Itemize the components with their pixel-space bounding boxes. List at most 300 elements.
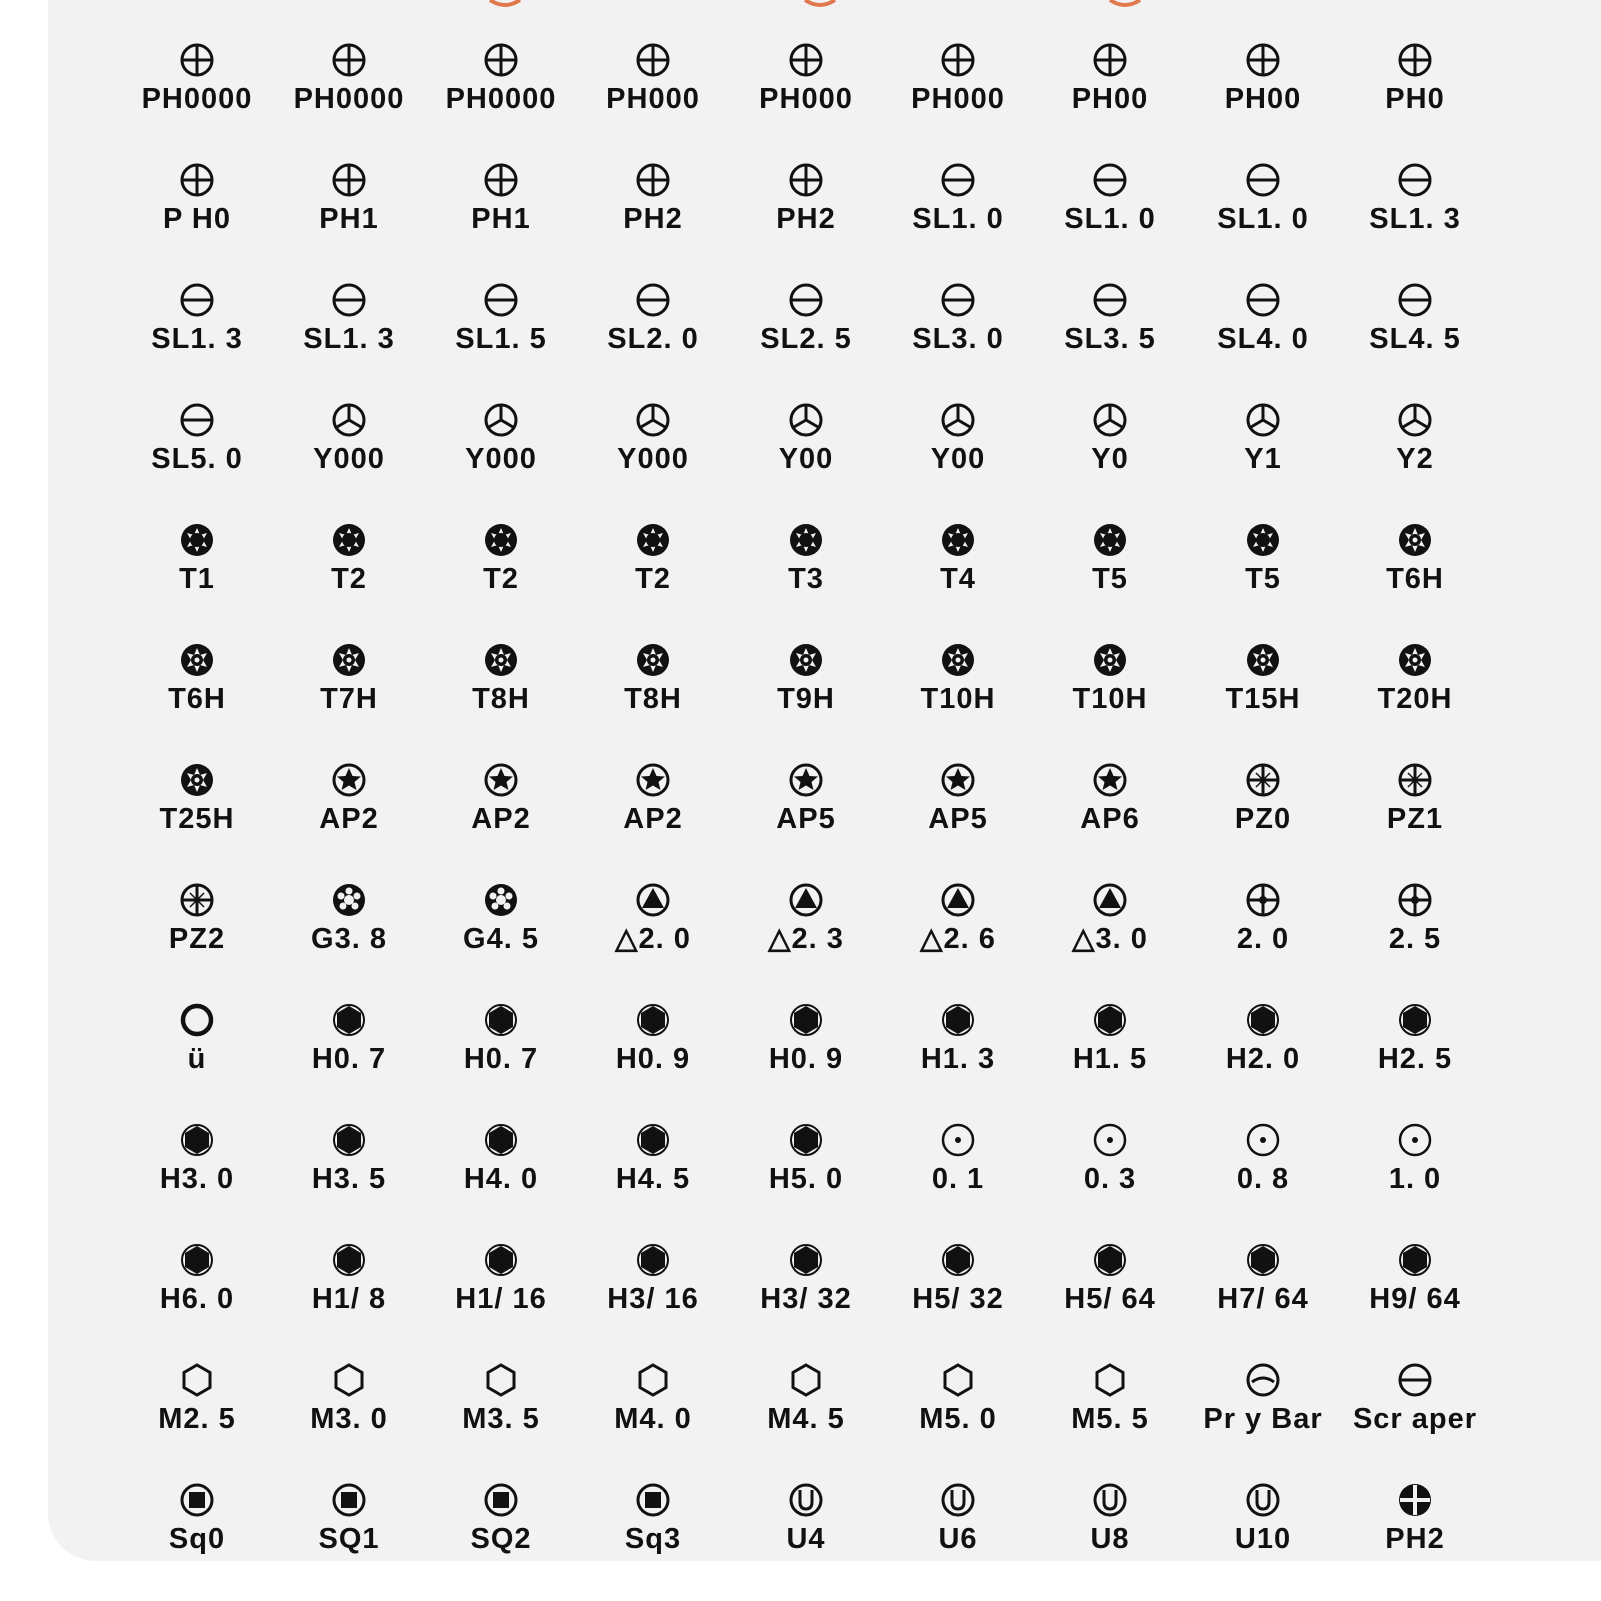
bit-label: H7/ 64	[1217, 1283, 1309, 1315]
bit-cell	[882, 160, 1034, 260]
bit-label: H0. 7	[463, 1043, 539, 1075]
bit-cell	[1187, 1240, 1339, 1340]
bit-label: SL1. 3	[303, 323, 395, 355]
hex-solid-icon	[938, 1240, 978, 1280]
bit-cell	[1339, 880, 1491, 980]
bit-label: SL1. 5	[455, 323, 547, 355]
hex-solid-icon	[481, 1120, 521, 1160]
hex-solid-icon	[177, 1120, 217, 1160]
bit-label: Y000	[617, 443, 689, 475]
slotted-icon	[177, 400, 217, 440]
phillips-icon	[1395, 40, 1435, 80]
bit-label: H0. 9	[768, 1043, 844, 1075]
hex-socket-icon	[329, 1360, 369, 1400]
bit-cell	[730, 40, 882, 140]
triangle-icon	[938, 880, 978, 920]
bit-label: PH000	[606, 83, 700, 115]
phillips-icon	[633, 160, 673, 200]
bit-label: H4. 5	[615, 1163, 691, 1195]
bit-cell	[1339, 400, 1491, 500]
torx-security-icon	[938, 640, 978, 680]
bit-label: M2. 5	[158, 1403, 236, 1435]
bit-cell	[1339, 160, 1491, 260]
bit-cell	[1034, 880, 1186, 980]
bit-label: M4. 0	[614, 1403, 692, 1435]
bit-cell	[425, 1120, 577, 1220]
torx-icon	[633, 520, 673, 560]
bit-label: H5/ 64	[1064, 1283, 1156, 1315]
pry-bar-icon	[1243, 1360, 1283, 1400]
bit-label: 0. 8	[1236, 1163, 1290, 1195]
bit-label: G4. 5	[463, 923, 539, 955]
slotted-icon	[1395, 280, 1435, 320]
bit-label: Y000	[465, 443, 537, 475]
phillips-solid-icon	[1395, 1480, 1435, 1520]
bit-label: H6. 0	[159, 1283, 235, 1315]
bit-cell	[730, 400, 882, 500]
bit-cell	[1187, 1480, 1339, 1580]
bit-cell	[1187, 280, 1339, 380]
phillips-icon	[177, 40, 217, 80]
pentalobe-icon	[329, 760, 369, 800]
hex-solid-icon	[1243, 1000, 1283, 1040]
bit-cell	[730, 1240, 882, 1340]
bit-cell	[1339, 1120, 1491, 1220]
bit-label: △2. 0	[615, 923, 691, 955]
bit-cell	[1339, 280, 1491, 380]
square-icon	[481, 1480, 521, 1520]
bit-label: PH0000	[445, 83, 557, 115]
bit-cell	[577, 760, 729, 860]
bit-label: H9/ 64	[1369, 1283, 1461, 1315]
bit-cell	[577, 880, 729, 980]
bit-label: T6H	[168, 683, 226, 715]
bit-cell	[730, 1120, 882, 1220]
bit-cell	[121, 160, 273, 260]
bit-cell	[425, 1360, 577, 1460]
bit-label: M3. 5	[462, 1403, 540, 1435]
bit-label: ü	[187, 1043, 207, 1075]
bit-cell	[882, 1120, 1034, 1220]
hex-solid-icon	[633, 1240, 673, 1280]
triangle-icon	[1090, 880, 1130, 920]
bit-cell	[1187, 520, 1339, 620]
bit-label: H0. 9	[615, 1043, 691, 1075]
bit-label: PH2	[623, 203, 683, 235]
bit-label: U8	[1090, 1523, 1130, 1555]
bit-label: PZ0	[1234, 803, 1292, 835]
hex-solid-icon	[1090, 1240, 1130, 1280]
bit-label: AP5	[928, 803, 988, 835]
hex-socket-icon	[786, 1360, 826, 1400]
dot-circle-icon	[1090, 1120, 1130, 1160]
bit-label: 1. 0	[1388, 1163, 1442, 1195]
bit-cell	[1034, 1120, 1186, 1220]
phillips-icon	[481, 160, 521, 200]
bit-cell	[425, 1240, 577, 1340]
torx-icon	[938, 520, 978, 560]
torx-security-icon	[633, 640, 673, 680]
pentalobe-icon	[633, 760, 673, 800]
bit-cell	[1187, 40, 1339, 140]
hex-socket-icon	[481, 1360, 521, 1400]
bit-cell	[882, 880, 1034, 980]
bit-cell	[730, 1360, 882, 1460]
bit-label: P H0	[163, 203, 231, 235]
bit-label: SQ2	[470, 1523, 532, 1555]
bit-cell	[730, 160, 882, 260]
bit-label: H1. 3	[920, 1043, 996, 1075]
bit-label: PH2	[776, 203, 836, 235]
bit-label: 0. 3	[1083, 1163, 1137, 1195]
slotted-icon	[1395, 1360, 1435, 1400]
bit-label: T5	[1245, 563, 1281, 595]
bit-cell	[577, 1360, 729, 1460]
bit-label: SL1. 3	[151, 323, 243, 355]
slotted-icon	[481, 280, 521, 320]
hex-solid-icon	[1090, 1000, 1130, 1040]
phillips-icon	[633, 40, 673, 80]
torx-security-icon	[1243, 640, 1283, 680]
bit-label: Y0	[1091, 443, 1129, 475]
bit-label: M3. 0	[310, 1403, 388, 1435]
bit-label: T9H	[777, 683, 835, 715]
bit-label: AP5	[776, 803, 836, 835]
bit-label: T7H	[320, 683, 378, 715]
bit-label: T10H	[1072, 683, 1148, 715]
bit-label: M4. 5	[767, 1403, 845, 1435]
bit-cell	[121, 1240, 273, 1340]
bit-label: T25H	[159, 803, 235, 835]
bit-label: Sq3	[624, 1523, 682, 1555]
bit-cell	[121, 640, 273, 740]
slotted-icon	[329, 280, 369, 320]
bit-label: U6	[938, 1523, 978, 1555]
hex-solid-icon	[633, 1120, 673, 1160]
u-bit-icon	[938, 1480, 978, 1520]
bit-cell	[882, 1000, 1034, 1100]
torx-icon	[1243, 520, 1283, 560]
dot-circle-icon	[938, 1120, 978, 1160]
bit-label: PZ2	[168, 923, 226, 955]
phillips-icon	[786, 40, 826, 80]
bit-label: PH2	[1385, 1523, 1445, 1555]
bit-cell	[882, 1240, 1034, 1340]
cross-icon	[1395, 880, 1435, 920]
slotted-icon	[1090, 160, 1130, 200]
bit-label: PH000	[911, 83, 1005, 115]
bit-cell	[425, 40, 577, 140]
slotted-icon	[938, 160, 978, 200]
phillips-icon	[329, 160, 369, 200]
hex-socket-icon	[938, 1360, 978, 1400]
bit-label: PH1	[319, 203, 379, 235]
slotted-icon	[1395, 160, 1435, 200]
bit-cell	[730, 640, 882, 740]
torx-security-icon	[177, 640, 217, 680]
torx-security-icon	[481, 640, 521, 680]
bit-cell	[577, 1480, 729, 1580]
bit-label: T4	[940, 563, 976, 595]
u-bit-icon	[1090, 1480, 1130, 1520]
bit-label: SL4. 0	[1217, 323, 1309, 355]
hex-solid-icon	[1243, 1240, 1283, 1280]
bit-label: H3. 0	[159, 1163, 235, 1195]
bit-label: T6H	[1386, 563, 1444, 595]
bit-cell	[121, 520, 273, 620]
bit-cell	[273, 1240, 425, 1340]
bit-cell	[425, 880, 577, 980]
slotted-icon	[938, 280, 978, 320]
bit-cell	[577, 280, 729, 380]
bit-cell	[1339, 760, 1491, 860]
bit-label: SL4. 5	[1369, 323, 1461, 355]
bit-label: SL2. 0	[607, 323, 699, 355]
hex-solid-icon	[786, 1120, 826, 1160]
bit-cell	[273, 1000, 425, 1100]
bit-label: △2. 6	[920, 923, 996, 955]
bit-cell	[1034, 1000, 1186, 1100]
bit-cell	[425, 640, 577, 740]
bit-label: T10H	[920, 683, 996, 715]
bit-label: PH0	[1385, 83, 1445, 115]
torx-icon	[1090, 520, 1130, 560]
u-bit-icon	[1243, 1480, 1283, 1520]
pentalobe-icon	[786, 760, 826, 800]
bit-cell	[273, 640, 425, 740]
phillips-icon	[786, 160, 826, 200]
tri-wing-icon	[329, 400, 369, 440]
bit-cell	[882, 640, 1034, 740]
bit-cell	[1034, 640, 1186, 740]
bit-label: T2	[483, 563, 519, 595]
bit-cell	[425, 1000, 577, 1100]
bit-label: T8H	[472, 683, 530, 715]
slotted-icon	[633, 280, 673, 320]
bit-label: Sq0	[168, 1523, 226, 1555]
bit-cell	[730, 280, 882, 380]
torx-icon	[177, 520, 217, 560]
torx-security-icon	[1090, 640, 1130, 680]
slotted-icon	[1243, 280, 1283, 320]
bit-label: PH0000	[141, 83, 253, 115]
bit-label: △2. 3	[768, 923, 844, 955]
bit-label: PH000	[759, 83, 853, 115]
bit-cell	[730, 520, 882, 620]
triangle-icon	[786, 880, 826, 920]
pozidriv-icon	[1243, 760, 1283, 800]
bit-cell	[1187, 760, 1339, 860]
bit-label: Scr aper	[1352, 1403, 1478, 1435]
bit-cell	[121, 280, 273, 380]
bit-cell	[1034, 400, 1186, 500]
bit-cell	[425, 760, 577, 860]
bit-cell	[1034, 520, 1186, 620]
hex-solid-icon	[633, 1000, 673, 1040]
bit-label: Pr y Bar	[1203, 1403, 1323, 1435]
phillips-icon	[329, 40, 369, 80]
torx-security-icon	[1395, 520, 1435, 560]
gear-bit-icon	[329, 880, 369, 920]
torx-icon	[329, 520, 369, 560]
bit-label: SQ1	[318, 1523, 380, 1555]
tri-wing-icon	[1090, 400, 1130, 440]
bit-cell	[425, 520, 577, 620]
hex-solid-icon	[329, 1120, 369, 1160]
bit-label: T2	[635, 563, 671, 595]
slotted-icon	[1243, 160, 1283, 200]
bit-cell	[273, 1360, 425, 1460]
bit-cell	[425, 160, 577, 260]
bit-cell	[1034, 1480, 1186, 1580]
bit-cell	[1187, 640, 1339, 740]
bit-label: H5. 0	[768, 1163, 844, 1195]
cross-icon	[1243, 880, 1283, 920]
bit-cell	[1339, 40, 1491, 140]
bit-label: T15H	[1225, 683, 1301, 715]
phillips-icon	[177, 160, 217, 200]
bit-label: SL1. 0	[1064, 203, 1156, 235]
hex-solid-icon	[481, 1000, 521, 1040]
hex-solid-icon	[1395, 1240, 1435, 1280]
torx-icon	[481, 520, 521, 560]
bit-cell	[273, 40, 425, 140]
bit-cell	[121, 760, 273, 860]
bit-cell	[1034, 280, 1186, 380]
pentalobe-icon	[1090, 760, 1130, 800]
bit-label: Y00	[778, 443, 834, 475]
bit-label: T1	[179, 563, 215, 595]
bit-cell	[121, 400, 273, 500]
bit-cell	[1339, 640, 1491, 740]
bit-cell	[730, 1000, 882, 1100]
bit-label: M5. 0	[919, 1403, 997, 1435]
bit-cell	[1339, 1000, 1491, 1100]
hex-solid-icon	[177, 1240, 217, 1280]
bit-cell	[882, 760, 1034, 860]
bit-cell	[577, 520, 729, 620]
bit-cell	[121, 1120, 273, 1220]
tri-wing-icon	[1243, 400, 1283, 440]
bit-label: G3. 8	[311, 923, 387, 955]
bit-cell	[882, 1360, 1034, 1460]
bit-label: H3. 5	[311, 1163, 387, 1195]
bit-cell	[1339, 520, 1491, 620]
bit-cell	[577, 160, 729, 260]
slotted-icon	[177, 280, 217, 320]
hex-solid-icon	[329, 1000, 369, 1040]
bit-label: T20H	[1377, 683, 1453, 715]
bit-cell	[1034, 40, 1186, 140]
bit-label: SL1. 0	[1217, 203, 1309, 235]
tri-wing-icon	[633, 400, 673, 440]
bit-label: PH00	[1224, 83, 1302, 115]
torx-security-icon	[786, 640, 826, 680]
bit-cell	[577, 1120, 729, 1220]
bit-cell	[273, 280, 425, 380]
bit-cell	[882, 40, 1034, 140]
bit-cell	[1339, 1360, 1491, 1460]
pozidriv-icon	[1395, 760, 1435, 800]
bit-label: H1. 5	[1072, 1043, 1148, 1075]
bit-label: Y00	[930, 443, 986, 475]
bit-cell	[1187, 1120, 1339, 1220]
bit-label: △3. 0	[1072, 923, 1148, 955]
bit-label: H3/ 32	[760, 1283, 852, 1315]
square-icon	[633, 1480, 673, 1520]
bit-label: PH1	[471, 203, 531, 235]
u-bit-icon	[786, 1480, 826, 1520]
tri-wing-icon	[481, 400, 521, 440]
bit-label: T5	[1092, 563, 1128, 595]
ring-icon	[177, 1000, 217, 1040]
gear-bit-icon	[481, 880, 521, 920]
bit-cell	[121, 1480, 273, 1580]
pentalobe-icon	[481, 760, 521, 800]
bit-label: H0. 7	[311, 1043, 387, 1075]
bit-cell	[1187, 160, 1339, 260]
bit-cell	[1339, 1240, 1491, 1340]
bit-cell	[1034, 760, 1186, 860]
slotted-icon	[786, 280, 826, 320]
bit-label: H2. 0	[1225, 1043, 1301, 1075]
bit-label: Y1	[1244, 443, 1282, 475]
dot-circle-icon	[1243, 1120, 1283, 1160]
torx-icon	[786, 520, 826, 560]
bit-label: 2. 5	[1388, 923, 1442, 955]
bit-label: U4	[786, 1523, 826, 1555]
square-icon	[177, 1480, 217, 1520]
bit-label: Y000	[313, 443, 385, 475]
tri-wing-icon	[786, 400, 826, 440]
bit-cell	[1034, 1240, 1186, 1340]
bit-label: H5/ 32	[912, 1283, 1004, 1315]
dot-circle-icon	[1395, 1120, 1435, 1160]
bit-label: AP2	[471, 803, 531, 835]
bit-cell	[882, 1480, 1034, 1580]
bit-label: PZ1	[1386, 803, 1444, 835]
bit-cell	[121, 1000, 273, 1100]
bit-label: M5. 5	[1071, 1403, 1149, 1435]
phillips-icon	[938, 40, 978, 80]
hex-socket-icon	[633, 1360, 673, 1400]
bit-label: U10	[1234, 1523, 1292, 1555]
bit-cell	[1187, 880, 1339, 980]
bit-cell	[577, 640, 729, 740]
bit-cell	[273, 760, 425, 860]
hex-socket-icon	[1090, 1360, 1130, 1400]
bit-label: AP2	[623, 803, 683, 835]
bit-cell	[577, 1240, 729, 1340]
bit-cell	[273, 400, 425, 500]
bit-label: T8H	[624, 683, 682, 715]
bit-cell	[273, 1120, 425, 1220]
phillips-icon	[1090, 40, 1130, 80]
bit-cell	[273, 1480, 425, 1580]
bit-cell	[1034, 1360, 1186, 1460]
bit-label: 0. 1	[931, 1163, 985, 1195]
bit-label: 2. 0	[1236, 923, 1290, 955]
bit-label: SL2. 5	[760, 323, 852, 355]
tri-wing-icon	[938, 400, 978, 440]
bit-cell	[121, 40, 273, 140]
bit-label: SL3. 0	[912, 323, 1004, 355]
bit-label: AP2	[319, 803, 379, 835]
bit-cell	[577, 1000, 729, 1100]
bit-label: PH00	[1071, 83, 1149, 115]
square-icon	[329, 1480, 369, 1520]
bit-cell	[425, 1480, 577, 1580]
